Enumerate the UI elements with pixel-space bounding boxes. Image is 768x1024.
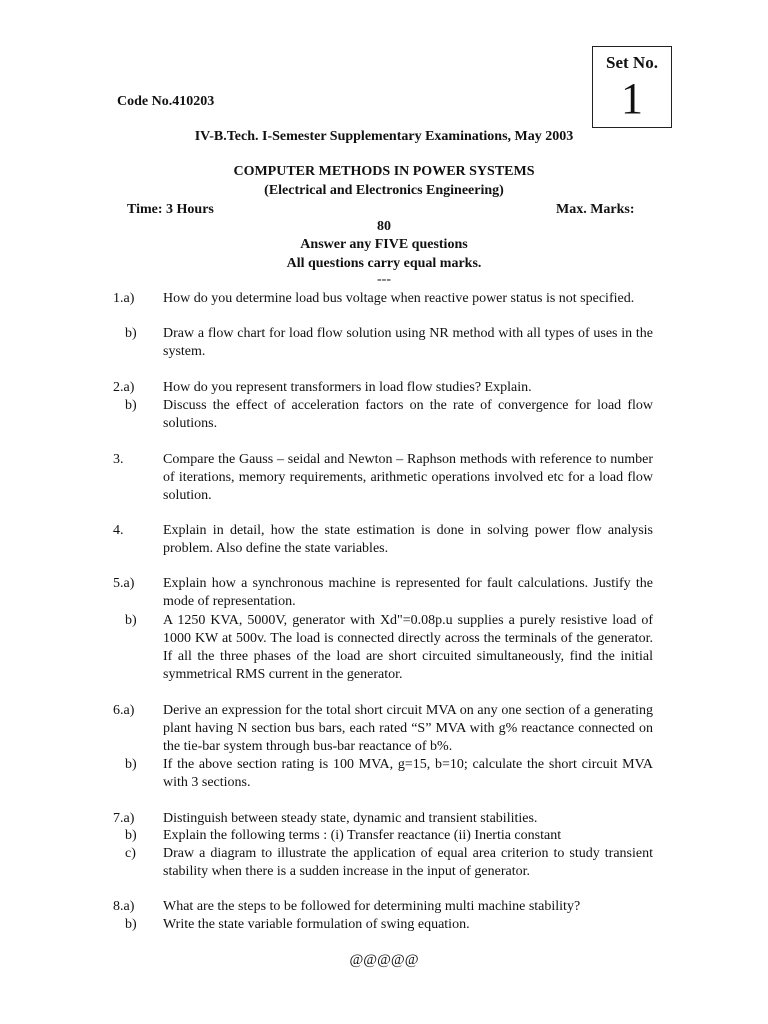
set-number-box	[592, 46, 672, 128]
question-item	[113, 827, 653, 845]
branch-title: (Electrical and Electronics Engineering)	[264, 183, 504, 198]
question-number: 2.a)	[113, 380, 135, 395]
question-text: Compare the Gauss – seidal and Newton – Raphson methods with reference to number of iterations, memory requirements, arithmetic operations involved etc for a load flow solution.	[163, 452, 653, 503]
question-item	[113, 379, 653, 397]
question-text: Write the state variable formulation of swing equation.	[163, 917, 470, 932]
question-text: Explain how a synchronous machine is represented for fault calculations. Justify the mode of representation.	[163, 576, 653, 609]
question-number: b)	[125, 828, 137, 843]
question-item	[113, 756, 653, 792]
question-number: 6.a)	[113, 703, 135, 718]
question-text: Discuss the effect of acceleration factors on the rate of convergence for load flow solutions.	[163, 398, 653, 431]
separator: ---	[377, 272, 391, 287]
question-item	[113, 290, 653, 308]
question-text: How do you determine load bus voltage when reactive power status is not specified.	[163, 291, 635, 306]
question-text: Derive an expression for the total short circuit MVA on any one section of a generating plant having N section bus bars, each rated “S” MVA with g% reactance connected on the tie-bar system through bus-bar reactance of b%.	[163, 703, 653, 754]
set-number: 1	[621, 74, 643, 123]
question-item	[113, 325, 653, 361]
exam-title: IV-B.Tech. I-Semester Supplementary Examinations, May 2003	[194, 129, 574, 144]
max-marks-value: 80	[377, 219, 391, 234]
question-item	[113, 702, 653, 756]
instruction-equal-marks: All questions carry equal marks.	[286, 256, 482, 271]
set-label: Set No.	[606, 53, 658, 72]
question-text: Explain the following terms : (i) Transfer reactance (ii) Inertia constant	[163, 828, 562, 843]
question-number: b)	[125, 757, 137, 772]
question-number: 5.a)	[113, 576, 135, 591]
question-number: b)	[125, 917, 137, 932]
question-number: 1.a)	[113, 291, 135, 306]
question-item	[113, 612, 653, 684]
instruction-answer-five: Answer any FIVE questions	[300, 237, 468, 252]
question-item	[113, 575, 653, 611]
question-item	[113, 898, 653, 916]
question-text: What are the steps to be followed for determining multi machine stability?	[163, 899, 581, 914]
question-item	[113, 522, 653, 558]
question-item	[113, 397, 653, 433]
question-item	[113, 451, 653, 505]
question-text: Draw a diagram to illustrate the application of equal area criterion to study transient stability when there is a sudden increase in the input of generator.	[163, 846, 653, 879]
question-text: A 1250 KVA, 5000V, generator with Xd"=0.08p.u supplies a purely resistive load of 1000 KW at 500v. The load is connected directly across the terminals of the generator. If all the three phases of the load are short circuited simultaneously, find the initial symmetrical RMS current in the generator.	[163, 613, 653, 682]
question-item	[113, 916, 653, 934]
question-text: If the above section rating is 100 MVA, g=15, b=10; calculate the short circuit MVA with 3 sections.	[163, 757, 653, 790]
question-number: c)	[125, 846, 136, 861]
question-number: 4.	[113, 523, 124, 538]
question-number: b)	[125, 613, 137, 628]
subject-title: COMPUTER METHODS IN POWER SYSTEMS	[233, 164, 535, 179]
question-number: 3.	[113, 452, 124, 467]
question-text: Explain in detail, how the state estimation is done in solving power flow analysis problem. Also define the state variables.	[163, 523, 653, 556]
question-text: Draw a flow chart for load flow solution using NR method with all types of uses in the system.	[163, 326, 653, 359]
question-item	[113, 810, 653, 828]
max-marks-label: Max. Marks:	[556, 202, 635, 217]
question-text: Distinguish between steady state, dynamic and transient stabilities.	[163, 811, 538, 826]
question-text: How do you represent transformers in load flow studies? Explain.	[163, 380, 532, 395]
question-item	[113, 845, 653, 881]
question-number: 8.a)	[113, 899, 135, 914]
end-marker: @@@@@	[349, 952, 419, 968]
code-number: Code No.410203	[117, 94, 215, 109]
question-number: b)	[125, 398, 137, 413]
question-number: 7.a)	[113, 811, 135, 826]
time-allowed: Time: 3 Hours	[127, 202, 214, 217]
question-number: b)	[125, 326, 137, 341]
